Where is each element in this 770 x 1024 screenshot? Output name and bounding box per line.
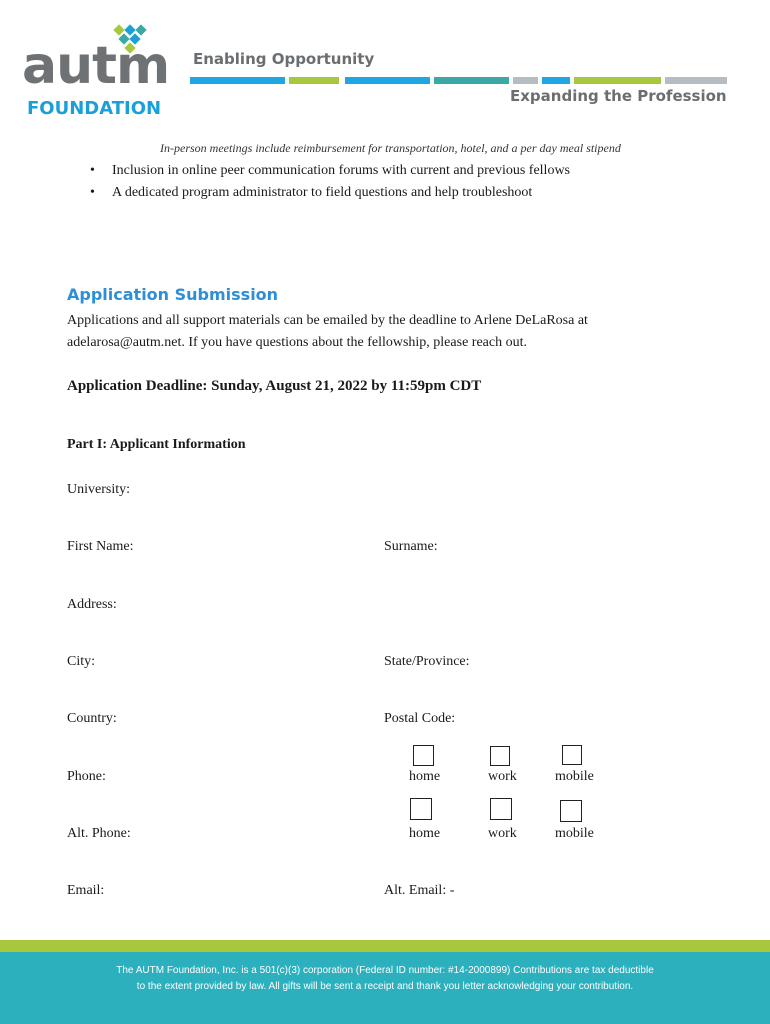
surname-label: Surname:	[384, 539, 438, 554]
footer	[0, 952, 770, 1024]
phone-label: Phone:	[67, 769, 106, 784]
phone-home-label: home	[409, 769, 441, 784]
alt-email-label: Alt. Email: -	[384, 883, 455, 898]
footer-line-2: to the extent provided by law. All gifts will be sent a receipt and thank you letter acknowledging your contribution.	[136, 981, 634, 992]
list-item: • Inclusion in online peer communication forums with current and previous fellows	[90, 160, 570, 182]
email-label: Email:	[67, 883, 105, 898]
state-province-label: State/Province:	[384, 654, 470, 669]
submission-line-1: Applications and all support materials can be emailed by the deadline to Arlene DeLaRosa at	[67, 313, 588, 328]
submission-text	[67, 310, 707, 354]
phone-work-checkbox[interactable]	[490, 746, 510, 766]
country-label: Country:	[67, 711, 117, 726]
alt-phone-mobile-checkbox[interactable]	[560, 800, 582, 822]
alt-phone-home-checkbox[interactable]	[410, 798, 432, 820]
tagline-enabling: Enabling Opportunity	[193, 50, 375, 68]
part-title: Part I: Applicant Information	[67, 437, 246, 452]
tagline-expanding: Expanding the Profession	[510, 87, 727, 105]
alt-phone-mobile-label: mobile	[555, 826, 594, 841]
phone-mobile-checkbox[interactable]	[562, 745, 582, 765]
submission-line-2: adelarosa@autm.net. If you have questions about the fellowship, please reach out.	[67, 335, 527, 350]
university-label: University:	[67, 482, 130, 497]
list-item: • A dedicated program administrator to field questions and help troubleshoot	[90, 182, 570, 204]
benefits-list	[90, 160, 570, 204]
logo-wordmark: autm	[22, 36, 170, 96]
alt-phone-work-label: work	[488, 826, 517, 841]
alt-phone-label: Alt. Phone:	[67, 826, 131, 841]
footer-line-1: The AUTM Foundation, Inc. is a 501(c)(3) corporation (Federal ID number: #14-2000899) Contributions are tax deductible	[116, 965, 654, 976]
phone-home-checkbox[interactable]	[413, 745, 434, 766]
footer-accent-bar	[0, 940, 770, 952]
application-deadline: Application Deadline: Sunday, August 21, 2022 by 11:59pm CDT	[67, 378, 482, 394]
phone-mobile-label: mobile	[555, 769, 594, 784]
logo-subtext: FOUNDATION	[27, 98, 162, 119]
first-name-label: First Name:	[67, 539, 134, 554]
section-title: Application Submission	[67, 285, 279, 304]
address-label: Address:	[67, 597, 117, 612]
alt-phone-work-checkbox[interactable]	[490, 798, 512, 820]
stipend-caption: In-person meetings include reimbursement for transportation, hotel, and a per day meal stipend	[160, 141, 621, 155]
phone-work-label: work	[488, 769, 517, 784]
postal-code-label: Postal Code:	[384, 711, 456, 726]
city-label: City:	[67, 654, 96, 669]
alt-phone-home-label: home	[409, 826, 441, 841]
